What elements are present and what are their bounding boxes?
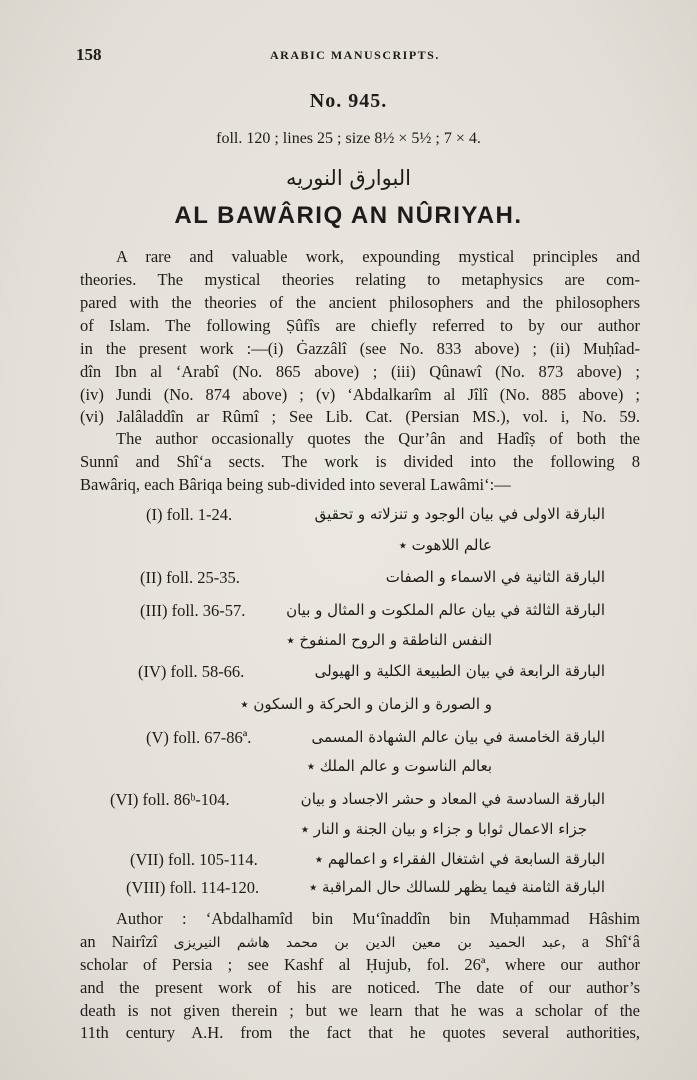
paragraph-line: (vi) Jalâladdîn ar Rûmî ; See Lib. Cat. (Persian MS.), vol. i, No. 59.	[80, 407, 640, 426]
bariqa-arabic: البارقة السادسة في المعاد و حشر الاجساد و بيان	[300, 790, 605, 808]
bariqa-arabic: البارقة الثانية في الاسماء و الصفات	[385, 568, 605, 586]
arabic-title: البوارق النوريه	[285, 166, 412, 190]
bariqa-label: (VI) foll. 86ᵇ-104.	[110, 790, 230, 809]
entry-number: No. 945.	[309, 90, 388, 112]
author-nisba: an Nairîzî	[80, 932, 158, 951]
author-line: and the present work of his are noticed. The date of our author’s	[80, 978, 640, 997]
bariqa-entry	[0, 601, 697, 649]
bariqa-label: (VII) foll. 105-114.	[130, 850, 258, 869]
bariqa-entry	[0, 728, 697, 775]
bariqa-arabic-cont: جزاء الاعمال ثوابا و جزاء و بيان الجنة و النار ٭	[300, 820, 587, 838]
bariqa-label: (I) foll. 1-24.	[146, 505, 233, 524]
bariqa-arabic: البارقة الثامنة فيما يظهر للسالك حال المراقبة ٭	[309, 878, 605, 896]
paragraph-line: Sunnî and Shî‘a sects. The work is divided into the following 8	[80, 452, 640, 471]
bariqa-arabic-cont: و الصورة و الزمان و الحركة و السكون ٭	[240, 695, 492, 713]
bariqa-entry	[0, 568, 697, 592]
running-head: ARABIC MANUSCRIPTS.	[270, 48, 440, 62]
paragraph-line: A rare and valuable work, expounding mystical principles and	[116, 247, 640, 266]
bariqa-label: (III) foll. 36-57.	[140, 601, 246, 620]
bariqa-arabic: البارقة الاولى في بيان الوجود و تنزلاته و تحقيق	[314, 505, 605, 523]
bariqa-label: (IV) foll. 58-66.	[138, 662, 245, 681]
bariqa-entry	[0, 878, 697, 902]
paragraph-line: The author occasionally quotes the Qur’ân and Hadîṣ of both the	[116, 429, 640, 448]
author-line: death is not given therein ; but we learn that he was a scholar of the	[80, 1001, 640, 1020]
paragraph-line: of Islam. The following Ṣûfîs are chiefly referred to by our author	[80, 316, 640, 335]
work-title: AL BAWÂRIQ AN NÛRIYAH.	[174, 202, 523, 229]
paragraph-line: theories. The mystical theories relating to metaphysics are com-	[80, 270, 640, 289]
bariqa-arabic-cont: عالم اللاهوت ٭	[398, 536, 492, 554]
bariqa-entry	[0, 850, 697, 874]
folio-description: foll. 120 ; lines 25 ; size 8½ × 5½ ; 7 × 4.	[216, 130, 481, 147]
bariqa-entry	[0, 790, 697, 838]
paragraph-line: (iv) Jundi (No. 874 above) ; (v) ‘Abdalkarîm al Jîlî (No. 885 above) ;	[80, 385, 640, 404]
paragraph-line: dîn Ibn al ‘Arabî (No. 865 above) ; (iii) Qûnawî (No. 873 above) ;	[80, 362, 640, 381]
author-sect: , a Shî‘â	[561, 932, 640, 951]
author-line: 11th century A.H. from the fact that he quotes several authorities,	[80, 1023, 640, 1042]
paragraph-line: in the present work :—(i) Ġazzâlî (see No. 833 above) ; (ii) Muḥîad-	[80, 339, 640, 358]
author-line: Author : ‘Abdalhamîd bin Mu‘înaddîn bin Muḥammad Hâshim	[116, 909, 640, 928]
bariqa-label: (V) foll. 67-86ª.	[146, 728, 252, 747]
bariqa-label: (VIII) foll. 114-120.	[126, 878, 260, 897]
bariqa-arabic: البارقة الرابعة في بيان الطبيعة الكلية و الهيولى	[314, 662, 605, 680]
page-number: 158	[76, 45, 102, 64]
bariqa-label: (II) foll. 25-35.	[140, 568, 240, 587]
bariqa-arabic: البارقة الخامسة في بيان عالم الشهادة المسمى	[311, 728, 605, 746]
bariqa-arabic: البارقة السابعة في اشتغال الفقراء و اعمالهم ٭	[314, 850, 605, 868]
bariqa-arabic: البارقة الثالثة في بيان عالم الملكوت و المثال و بيان	[286, 601, 605, 619]
paragraph-line: pared with the theories of the ancient philosophers and the philosophers	[80, 293, 640, 312]
bariqa-entry	[0, 662, 697, 713]
author-arabic-name: عبد الحميد بن معين الدين بن محمد هاشم النيريزى	[173, 935, 562, 951]
paragraph-line: Bawâriq, each Bâriqa being sub-divided into several Lawâmi‘:—	[80, 475, 511, 494]
bariqa-arabic-cont: بعالم الناسوت و عالم الملك ٭	[306, 757, 492, 775]
bariqa-entry	[0, 505, 697, 554]
bariqa-arabic-cont: النفس الناطقة و الروح المنفوخ ٭	[286, 631, 492, 649]
author-line: scholar of Persia ; see Kashf al Ḥujub, fol. 26ª, where our author	[80, 955, 640, 974]
author-line	[80, 932, 640, 953]
